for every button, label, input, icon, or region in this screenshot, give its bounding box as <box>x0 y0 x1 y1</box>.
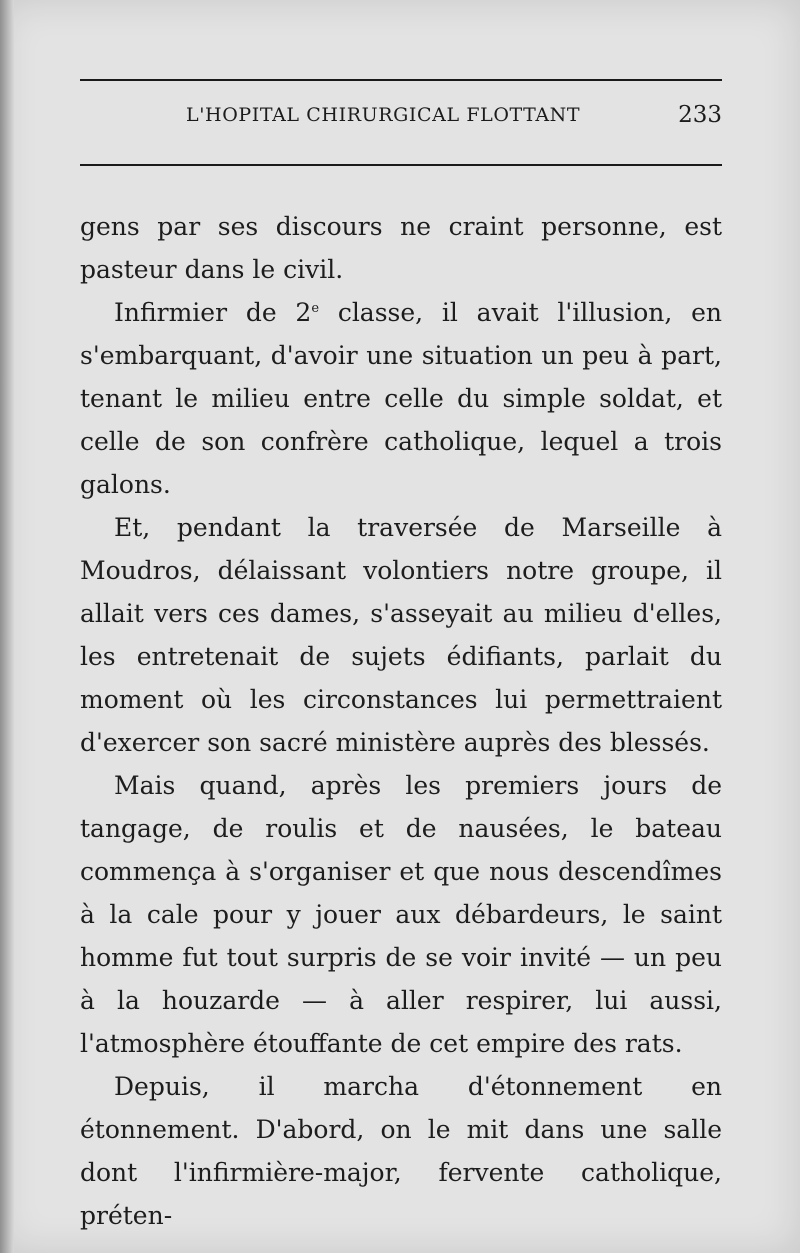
running-title: L'HOPITAL CHIRURGICAL FLOTTANT <box>186 104 581 126</box>
paragraph: gens par ses discours ne craint personne, est pasteur dans le civil. <box>80 212 722 284</box>
page-number: 233 <box>678 102 722 128</box>
paragraph: Depuis, il marcha d'étonnement en étonnement. D'abord, on le mit dans une salle dont l'infirmière-major, fervente catholique, préten- <box>80 1072 722 1230</box>
paragraph: Mais quand, après les premiers jours de tangage, de roulis et de nausées, le bateau commença à s'organiser et que nous descendîmes à la cale pour y jouer aux débardeurs, le saint homme fut tout surpris de se voir invité — un peu à la houzarde — à aller respirer, lui aussi, l'atmosphère étouffante de cet empire des rats. <box>80 771 722 1058</box>
running-head <box>80 104 722 134</box>
paragraph: Et, pendant la traversée de Marseille à Moudros, délaissant volontiers notre groupe, il allait vers ces dames, s'asseyait au milieu d'elles, les entretenait de sujets édifiants, parlait du moment où les circonstances lui permettraient d'exercer son sacré ministère auprès des blessés. <box>80 513 722 757</box>
header-bottom-rule <box>80 164 722 166</box>
body-text <box>80 205 722 1237</box>
paragraph: Infirmier de 2e classe, il avait l'illusion, en s'embarquant, d'avoir une situation un peu à part, tenant le milieu entre celle du simple soldat, et celle de son confrère catholique, lequel a trois galons. <box>80 298 722 499</box>
header-top-rule <box>80 79 722 81</box>
